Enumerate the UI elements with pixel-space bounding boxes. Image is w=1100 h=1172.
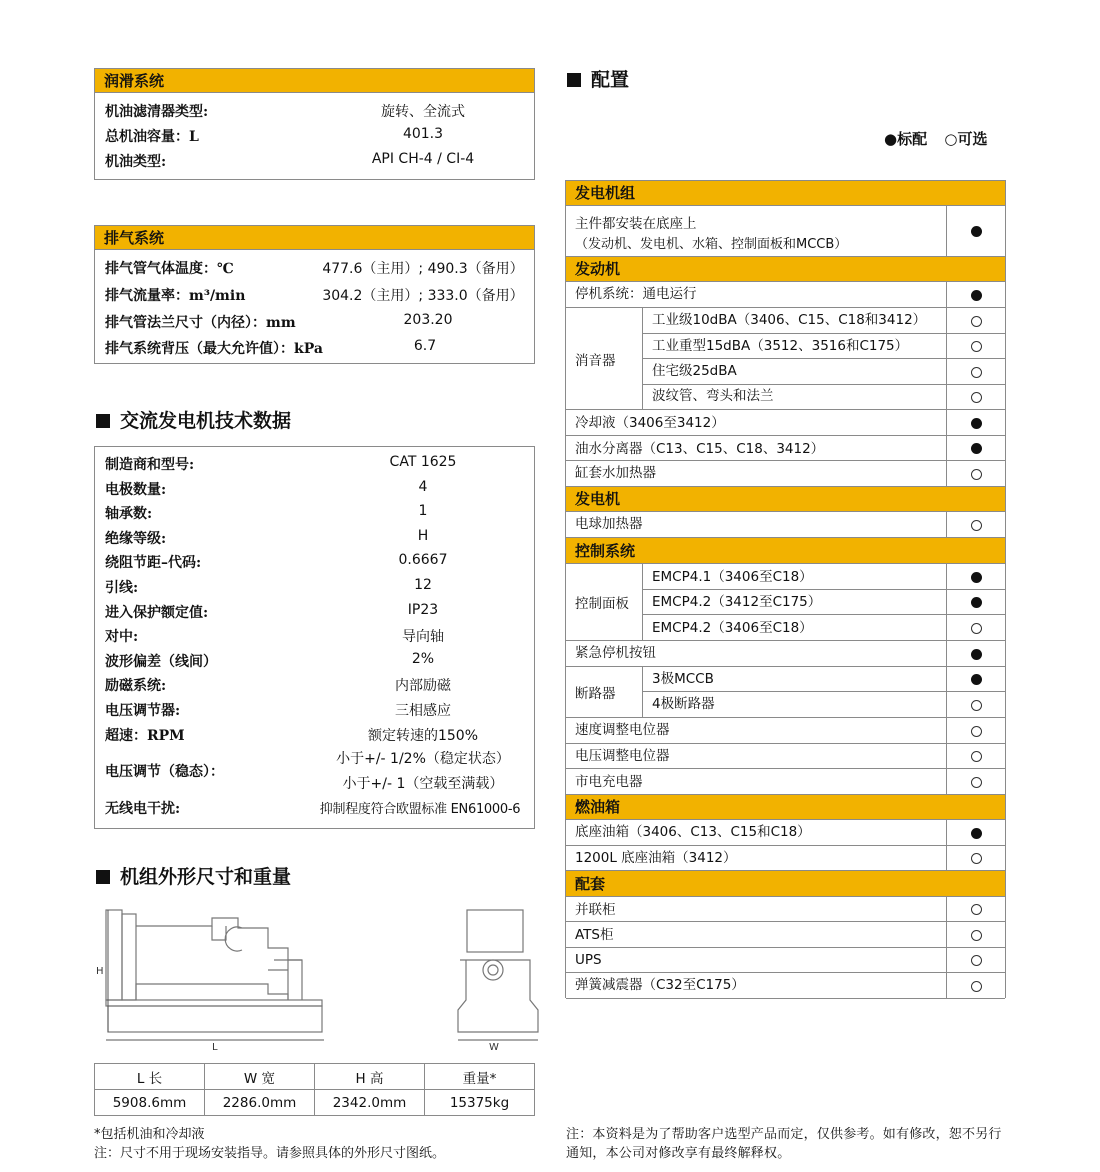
config-row-label: 工业重型15dBA（3512、3516和C175） [652, 338, 909, 354]
config-row-label: 底座油箱（3406、C13、C15和C18） [575, 824, 811, 840]
optional-dot-icon [971, 367, 982, 378]
square-bullet-icon [96, 870, 110, 884]
alt-value: 小于+/- 1（空载至满载） [342, 776, 504, 792]
legend-standard: 标配 [897, 130, 928, 148]
standard-dot-icon [971, 290, 982, 301]
config-row [643, 667, 1005, 692]
alt-label: 引线: [105, 580, 139, 596]
exhaust-label: 排气流量率：m³/min [105, 288, 246, 304]
footer-note: 注：本资料是为了帮助客户选型产品而定，仅供参考。如有修改，恕不另行通知，本公司对修改享有最终解释权。 [566, 1127, 1002, 1161]
standard-dot-icon [971, 418, 982, 429]
config-row [643, 385, 1005, 410]
alt-label: 绕阻节距–代码: [105, 555, 202, 571]
optional-dot-icon [971, 700, 982, 711]
config-row [643, 615, 1005, 641]
muffler-group-label: 消音器 [566, 308, 643, 410]
alternator-table [94, 446, 535, 829]
accessory-header: 配套 [566, 871, 1005, 897]
alt-label: 电压调节器: [105, 703, 181, 719]
config-row-label: 市电充电器 [575, 774, 643, 790]
config-row-label: 工业级10dBA（3406、C15、C18和3412） [652, 312, 927, 328]
config-row-label: ATS柜 [575, 927, 614, 943]
exhaust-value: 477.6（主用）; 490.3（备用） [322, 261, 524, 277]
exhaust-value: 304.2（主用）; 333.0（备用） [322, 288, 524, 304]
config-row [566, 641, 1005, 667]
config-row [566, 512, 1005, 538]
exhaust-value: 203.20 [403, 312, 453, 328]
config-row-label: 弹簧减震器（C32至C175） [575, 977, 745, 993]
config-row-label: （发动机、发电机、水箱、控制面板和MCCB） [575, 237, 848, 252]
optional-dot-icon [971, 316, 982, 327]
lube-label: 机油滤清器类型: [105, 104, 209, 120]
alt-label: 绝缘等级: [105, 531, 167, 547]
config-row-label: 波纹管、弯头和法兰 [652, 388, 774, 404]
dim-header: W 宽 [205, 1064, 315, 1090]
config-row [643, 359, 1005, 385]
config-row [643, 692, 1005, 718]
config-row [566, 744, 1005, 769]
alt-value: 4 [418, 479, 428, 495]
optional-dot-icon [971, 853, 982, 864]
alt-value: 1 [418, 503, 428, 519]
lube-label: 总机油容量：L [105, 129, 199, 145]
alt-label: 制造商和型号: [105, 457, 195, 473]
alt-value: 内部励磁 [395, 678, 451, 694]
config-row-label: 速度调整电位器 [575, 722, 670, 738]
config-row [566, 922, 1005, 948]
control-header: 控制系统 [566, 538, 1005, 564]
config-row-label: 电压调整电位器 [575, 748, 670, 764]
alt-value: 12 [414, 577, 432, 593]
square-bullet-icon [567, 73, 581, 87]
standard-dot-icon [971, 828, 982, 839]
empty-circle-icon: ○ [944, 130, 958, 148]
breaker-group-label: 断路器 [566, 667, 643, 718]
optional-dot-icon [971, 904, 982, 915]
alt-value: 抑制程度符合欧盟标准 EN61000-6 [319, 802, 521, 817]
config-row-label: 缸套水加热器 [575, 465, 656, 481]
exhaust-table [94, 225, 535, 364]
alt-label: 对中: [105, 629, 139, 645]
alt-value: 小于+/- 1/2%（稳定状态） [336, 751, 510, 767]
dim-header: H 高 [315, 1064, 425, 1090]
standard-dot-icon [971, 443, 982, 454]
config-row-label: 4极断路器 [652, 696, 715, 712]
generator-header: 发电机 [566, 487, 1005, 512]
config-row-label: UPS [575, 952, 602, 968]
dim-label-h: H [96, 966, 104, 977]
alt-label: 轴承数: [105, 506, 153, 522]
optional-dot-icon [971, 520, 982, 531]
dim-header: 重量* [425, 1064, 535, 1090]
config-section-title: 配置 [567, 65, 629, 92]
alt-label: 超速：RPM [105, 728, 185, 744]
alt-label: 电极数量: [105, 482, 167, 498]
config-legend [884, 128, 987, 149]
standard-dot-icon [971, 674, 982, 685]
dim-header: L 长 [95, 1064, 205, 1090]
alt-value: H [417, 528, 429, 544]
alt-value: 三相感应 [395, 703, 451, 719]
config-row [566, 769, 1005, 795]
alt-label: 电压调节（稳态）： [105, 764, 224, 780]
alt-label: 进入保护额定值: [105, 605, 209, 621]
lube-value: 旋转、全流式 [381, 104, 465, 120]
exhaust-value: 6.7 [413, 338, 437, 354]
dim-value: 15375kg [425, 1090, 535, 1116]
dim-value: 2342.0mm [315, 1090, 425, 1116]
config-row [566, 282, 1005, 308]
control-panel-group-label: 控制面板 [566, 564, 643, 641]
standard-dot-icon [971, 649, 982, 660]
alt-value: IP23 [407, 602, 439, 618]
config-row [566, 846, 1005, 871]
optional-dot-icon [971, 981, 982, 992]
config-row [643, 334, 1005, 359]
dimensions-note: *包括机油和冷却液 [94, 1127, 205, 1142]
dimensions-note: 注：尺寸不用于现场安装指导。请参照具体的外形尺寸图纸。 [94, 1146, 446, 1161]
config-row-label: 冷却液（3406至3412） [575, 415, 725, 431]
optional-dot-icon [971, 777, 982, 788]
alt-label: 无线电干扰: [105, 801, 181, 817]
alternator-section-title: 交流发电机技术数据 [96, 406, 291, 433]
dim-label-l: L [212, 1042, 218, 1053]
genset-outline-drawing [92, 900, 542, 1056]
config-row [566, 973, 1005, 999]
genset-header: 发电机组 [566, 181, 1005, 206]
lubrication-table [94, 68, 535, 180]
square-bullet-icon [96, 414, 110, 428]
config-row-label: 并联柜 [575, 902, 616, 918]
config-row [566, 206, 1005, 257]
config-row-label: 油水分离器（C13、C15、C18、3412） [575, 441, 825, 457]
optional-dot-icon [971, 955, 982, 966]
alt-label: 励磁系统: [105, 678, 167, 694]
config-row [566, 410, 1005, 436]
config-row-label: 主件都安装在底座上 [575, 216, 697, 232]
dim-value: 2286.0mm [205, 1090, 315, 1116]
exhaust-label: 排气管法兰尺寸（内径）：mm [105, 315, 296, 331]
legend-optional: 可选 [957, 130, 988, 148]
config-row-label: 1200L 底座油箱（3412） [575, 850, 737, 866]
optional-dot-icon [971, 392, 982, 403]
lubrication-title: 润滑系统 [95, 69, 534, 93]
optional-dot-icon [971, 751, 982, 762]
config-table [565, 180, 1006, 998]
optional-dot-icon [971, 930, 982, 941]
config-row [566, 718, 1005, 744]
dimensions-table [94, 1063, 535, 1116]
config-row-label: 住宅级25dBA [652, 363, 737, 379]
config-row-label: 电球加热器 [575, 516, 643, 532]
optional-dot-icon [971, 341, 982, 352]
exhaust-label: 排气管气体温度：℃ [105, 261, 234, 277]
config-row [566, 820, 1005, 846]
standard-dot-icon [971, 572, 982, 583]
alt-label: 波形偏差（线间） [105, 654, 217, 670]
alt-value: 2% [411, 651, 435, 667]
alt-value: CAT 1625 [389, 454, 457, 470]
optional-dot-icon [971, 726, 982, 737]
config-row-label: EMCP4.2（3406至C18） [652, 620, 813, 636]
config-row-label: 3极MCCB [652, 671, 714, 687]
config-row [566, 436, 1005, 461]
dim-label-w: W [489, 1042, 499, 1053]
config-row [643, 564, 1005, 590]
alt-value: 0.6667 [398, 552, 448, 568]
config-row-label: EMCP4.1（3406至C18） [652, 569, 813, 585]
exhaust-label: 排气系统背压（最大允许值）：kPa [105, 341, 323, 357]
dim-value: 5908.6mm [95, 1090, 205, 1116]
lube-value: API CH-4 / CI-4 [371, 151, 475, 167]
filled-circle-icon: ● [884, 130, 898, 148]
alt-value: 导向轴 [402, 629, 444, 645]
fuel-header: 燃油箱 [566, 795, 1005, 820]
optional-dot-icon [971, 469, 982, 480]
config-row [643, 590, 1005, 615]
config-row [566, 948, 1005, 973]
optional-dot-icon [971, 623, 982, 634]
dimensions-section-title: 机组外形尺寸和重量 [96, 862, 291, 889]
config-row [566, 897, 1005, 922]
standard-dot-icon [971, 226, 982, 237]
lube-label: 机油类型: [105, 154, 167, 170]
config-row-label: 紧急停机按钮 [575, 645, 656, 661]
standard-dot-icon [971, 597, 982, 608]
config-row-label: 停机系统：通电运行 [575, 286, 697, 302]
exhaust-title: 排气系统 [95, 226, 534, 250]
engine-header: 发动机 [566, 257, 1005, 282]
config-row [566, 461, 1005, 487]
config-row [643, 308, 1005, 334]
alt-value: 额定转速的150% [367, 728, 479, 744]
lube-value: 401.3 [402, 126, 444, 142]
config-row-label: EMCP4.2（3412至C175） [652, 594, 822, 610]
